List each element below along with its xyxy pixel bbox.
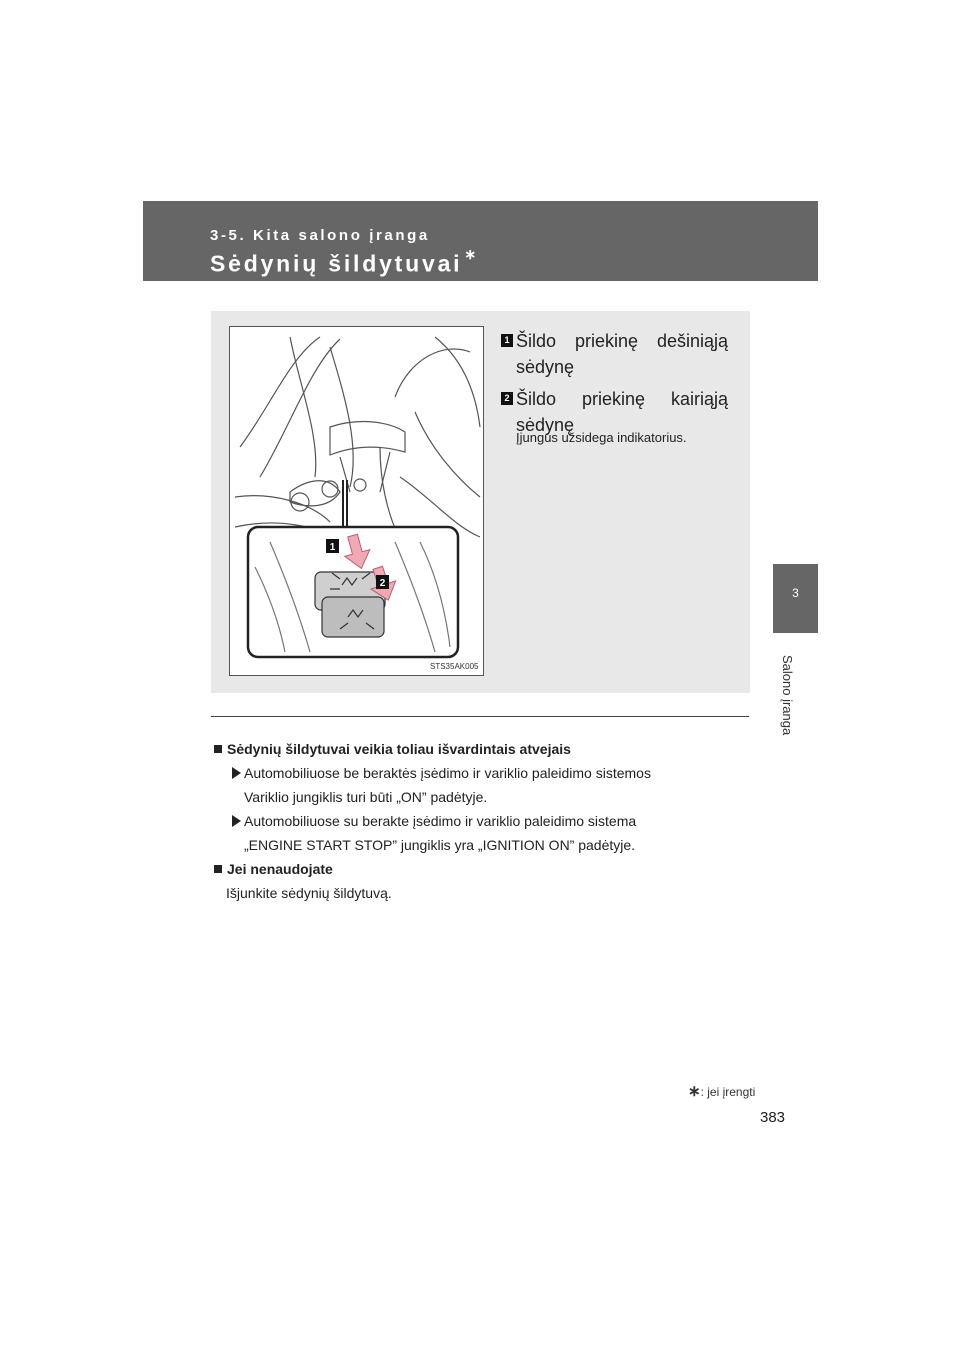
list-item: [214, 809, 754, 833]
footnote: [688, 1082, 755, 1100]
square-bullet-icon: [214, 745, 222, 753]
list-item-text: Automobiliuose be beraktės įsėdimo ir variklio paleidimo sistemos: [244, 765, 651, 781]
triangle-bullet-icon: [232, 767, 241, 779]
chapter-label: [780, 655, 805, 736]
square-bullet-icon: [214, 865, 222, 873]
callout-line: Šildo priekinę kairiąją: [516, 389, 728, 409]
callout-line-continued: sėdynę: [516, 415, 575, 435]
callout-item: [501, 328, 728, 380]
callout-marker-2-label: 2: [379, 578, 386, 589]
chapter-label-text: Salono įranga: [780, 655, 795, 736]
footnote-text: : jei įrengti: [700, 1085, 756, 1099]
subheading-text: Sėdynių šildytuvai veikia toliau išvardintais atvejais: [227, 741, 571, 757]
triangle-bullet-icon: [232, 815, 241, 827]
callout-number: 1: [501, 334, 513, 347]
chapter-number: 3: [792, 586, 799, 600]
figure-code: STS35AK005: [430, 662, 479, 671]
body-text: [214, 737, 754, 905]
footnote-mark: ∗: [688, 1083, 701, 1100]
page-title: [210, 246, 479, 278]
list-item-detail: „ENGINE START STOP” jungiklis yra „IGNITION ON” padėtyje.: [244, 837, 636, 853]
subheading: [214, 737, 754, 761]
section-label: 3-5. Kita salono įranga: [210, 227, 430, 244]
section-header: [143, 201, 818, 281]
chapter-tab: [773, 564, 818, 633]
callout-marker-1-label: 1: [329, 542, 336, 553]
subheading: [214, 857, 754, 881]
page-number: 383: [760, 1109, 786, 1126]
paragraph: Išjunkite sėdynių šildytuvą.: [226, 885, 392, 901]
callout-line: Šildo priekinę dešiniąją: [516, 331, 728, 351]
callout-line-continued: sėdynę: [516, 357, 575, 377]
list-item: [214, 761, 754, 785]
figure-note: Įjungus užsidega indikatorius.: [516, 430, 687, 445]
list-item-text: Automobiliuose su berakte įsėdimo ir variklio paleidimo sistema: [244, 813, 637, 829]
seat-heater-drawing: [230, 327, 483, 675]
subheading-text: Jei nenaudojate: [227, 861, 333, 877]
list-item-detail: Variklio jungiklis turi būti „ON” padėtyje.: [244, 789, 488, 805]
callout-number: 2: [501, 392, 513, 405]
section-divider: [211, 716, 749, 717]
seat-heater-illustration: [229, 326, 484, 676]
page-title-text: Sėdynių šildytuvai: [210, 250, 463, 277]
optional-mark: ∗: [464, 246, 479, 262]
callout-list: [501, 328, 728, 444]
